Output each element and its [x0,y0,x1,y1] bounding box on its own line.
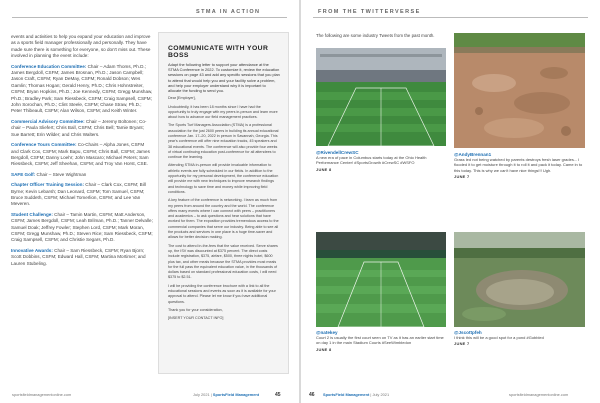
committee-members: Chair – Tamin Martin, CSFM; Matt Anderson, CSFM; James Bergdoll, CSFM; Leah Brilman, Ph.D.; Tanner Delvalle; Samuel Doak; Jeffrey Fowler; Stephen Lord, CSFM; Mark Moran, CSFM; Gregg Munshaw, Ph.D.; Steven Rice; Sam Riessbeck, CSFM; Craig Sampsell, CSFM; and Christie Segars, Ph.D. [11,211,153,243]
tweet-text: I think this will be a good spot for a pond #Gobbled [454,335,544,341]
committee-item [11,64,153,115]
tweet-handle[interactable]: @AndyBrennan1 [454,152,492,157]
letter-paragraph: Undoubtedly, it has been 18 months since I have had the opportunity to truly engage with my peers in-person and learn more about how to advance our field management practices. [168,104,278,120]
sidebar-title: COMMUNICATE WITH YOUR BOSS [168,45,269,59]
committee-item [11,142,153,168]
tweet-text: Grass led not being watched by parents destroys fresh laser grades... I flooded it to get moisture through it to roll it and pack it today. Came in to this today. This is why we can't have nice things!!! Ugh. [454,157,583,173]
tweet-text: Court 2 is usually the first court seen on TV as it has an earlier start time on day 1 in the main Stadium Courts #SeeWimbledon [316,335,444,346]
letter-paragraph: A key feature of the conference is networking. I learn as much from my peers from around the country and the world. The conference offers many events where I can connect with peers – practitioners and academics – to ask questions and hear solutions that have worked for them. The exposition provides tremendous access to the commercial companies that serve our industry. Being able to see all the products and services in one place is a huge time-saver and allows for better decision making. [168,198,279,240]
tweet-caption [316,330,446,352]
section-header: FROM THE TWITTERVERSE [318,9,421,15]
committee-title: Chapter Officer Training Session: [11,182,85,188]
tweet-caption [316,150,446,172]
footer-issue [323,392,389,397]
committee-members: Chair – Adam Thoms, Ph.D.; James Bergdoll, CSFM; James Brosnan, Ph.D.; Jason Campbell; Jason Craft, CSFM; Ryan DeMay, CSFM; Ronald Dobson; Wes Gamlin; Thomas Hogan; Gerald Henry, Ph.D.; Chris Hohnstreiter, CSFM; Bryan Hopkins, Ph.D.; Joe Kennedy, CSFM; Gregg Munshaw, Ph.D.; Bradley Park; Sam Riessbeck, CSFM; Craig Sampsell, CSFM; John Sorochan, Ph.D.; Clint Steele, CSFM; Chase Straw, Ph.D.; Peter Thibeault, CSFM; Alan Wilson, CSFM; and Keith Winter. [11,63,153,114]
intro-text: events and activities to help you expand your education and improve as a sports field manager professionally and personally. They have made sure there is something for everyone, so don't miss out. These involved in planning the event include: [11,34,151,59]
letter-paragraph: Attending STMA in-person will provide invaluable information to athletic events are fully scheduled in our fields. In addition to the opportunity for my personal development, the conference education will provide me with new techniques to improve research findings and technology to save time and money while improving field conditions. [168,163,279,194]
page-number: 45 [275,392,281,398]
page-number: 46 [309,392,315,398]
footer-site[interactable]: sportsfieldmanagementonline.com [509,392,569,397]
tweet-photo-grass-court[interactable] [316,232,446,327]
committee-item [11,172,153,178]
footer-brand: SportsField Management [323,392,370,397]
tweet-handle[interactable]: @natekey [316,330,338,335]
committee-item [11,248,153,267]
letter-paragraph: The Sports Turf Managers Association (STMA) is a professional association for the just 2600 peers in building its annual educational conference Jan. 17–20, 2022 in person in Savannah, Georgia. This year's conference will offer nine education tracks, 45 speakers and 38 educational events. The conference will also provide four weeks of virtual continuing education post-conference for all attendees to continue the learning. [168,123,279,160]
committee-title: Student Challenge: [11,211,53,217]
committee-members: Chair – Sam Riessbeck, CSFM; Ryan Bjorn; Scott Dobbins, CSFM; Edward Hall, CSFM; Martina Mortimer; and Lauren Stubeling. [11,247,146,266]
committee-title: Commercial Advisory Committee: [11,118,85,124]
section-header: STMA IN ACTION [196,9,261,15]
committee-title: Conference Education Committee: [11,63,87,69]
letter-paragraph: The cost to attend in-the-fees that the value received. Serve shares up, the ISV was discounted at $375 percent. The direct costs include registration, $375, airfare, $500, three nights hotel, $600 plus tax, and other meals because the STMA provides most meals for the full pass the equivalent education value, in the thousands of dollars based on standard professional education costs, I will need $375 to $2.51. [168,243,278,280]
footer-issue-date: | July 2021 [370,392,390,397]
section-intro: The following are some industry Tweets from the past month. [316,33,435,38]
letter-paragraph: I will be providing the conference brochure with a link to all the educational sessions and events as soon as it is available for your approval to attend. Please let me know if you have additional questions. [168,283,276,304]
footer-issue [193,392,259,397]
tweet-photo-flooded-field[interactable] [454,232,585,327]
tweet-caption [454,152,584,179]
tweet-handle[interactable]: @Jscottpfeh [454,330,482,335]
committee-title: Conference Tours Committee: [11,142,77,148]
letter-salutation: Dear [Employer], [168,96,196,101]
tweet-date: JUNE 8 [316,166,332,172]
committee-members: Chair – Jeremy Boltonen; Co-chair – Paula Sliefert; Chris Ball, CSFM; Chris Bell; Tamie Bryant; Sue Barrett; Erin Wilder; and Chris Walters. [11,118,147,137]
committee-members: Co-Chairs – Alpha Jones, CSFM and Clark Cox, CSFM; Mark Bapu, CSFM; Chris Ball, CSFM; James Bergdoll, CSFM; Danny Loehr; John Mascaro; Michael Peters; Sam Riessbeck, CSFM; Jeff Sheehan, CSFM; and Troy Van Horst, CSE. [11,142,150,167]
committee-members: Chair – Steve Wightman [36,171,87,177]
tweet-caption [454,330,584,347]
tweet-date: JUNE 8 [316,346,332,352]
letter-closing: Thank you for your consideration, [168,307,223,312]
committee-title: Innovative Awards: [11,247,53,253]
footer-issue-date: July 2021 | [193,392,212,397]
tweet-date: JUNE 7 [454,173,470,179]
tweet-photo-stadium[interactable] [316,48,446,146]
left-page [0,0,299,403]
letter-body [168,96,280,321]
committee-title: SAFE Golf: [11,171,36,177]
committees-column [11,34,153,271]
tweet-date: JUNE 7 [454,341,470,347]
tweet-text: A new era of pace in Columbus starts today at the Ohio Health Performance Center! #SportsGrowth #CrewSC #WSFO [316,155,427,166]
committee-members: Chair – Clark Cox, CSFM; Bill Byrne; Kevin Lebarsh; Dan Leonard, CSFM; Tom Samuel, CSFM; Bruce Suddeth, CSFM; Michael Tomerlion, CSFM; and Lee Van Meveren. [11,182,146,207]
committee-item [11,212,153,244]
committee-item [11,119,153,138]
tweet-handle[interactable]: @RivendellCrewSC [316,150,359,155]
footer-brand: SportsField Management [212,392,260,397]
letter-sidebar [158,32,289,374]
letter-signature: [INSERT YOUR CONTACT INFO] [168,316,224,321]
committee-item [11,182,153,208]
tweet-photo-damaged-field[interactable] [454,33,585,148]
sidebar-intro: Adapt the following letter to support your attendance at the STMA Conference in 2022. To customize it, review the education sessions on page 43 and add any specific sessions that you plan to attend that would help you and your facility solve a problem, and help your employer understand why it is important to allocate the funding to send you. [168,62,280,94]
right-page [301,0,600,403]
footer-site[interactable]: sportsfieldmanagementonline.com [12,392,72,397]
